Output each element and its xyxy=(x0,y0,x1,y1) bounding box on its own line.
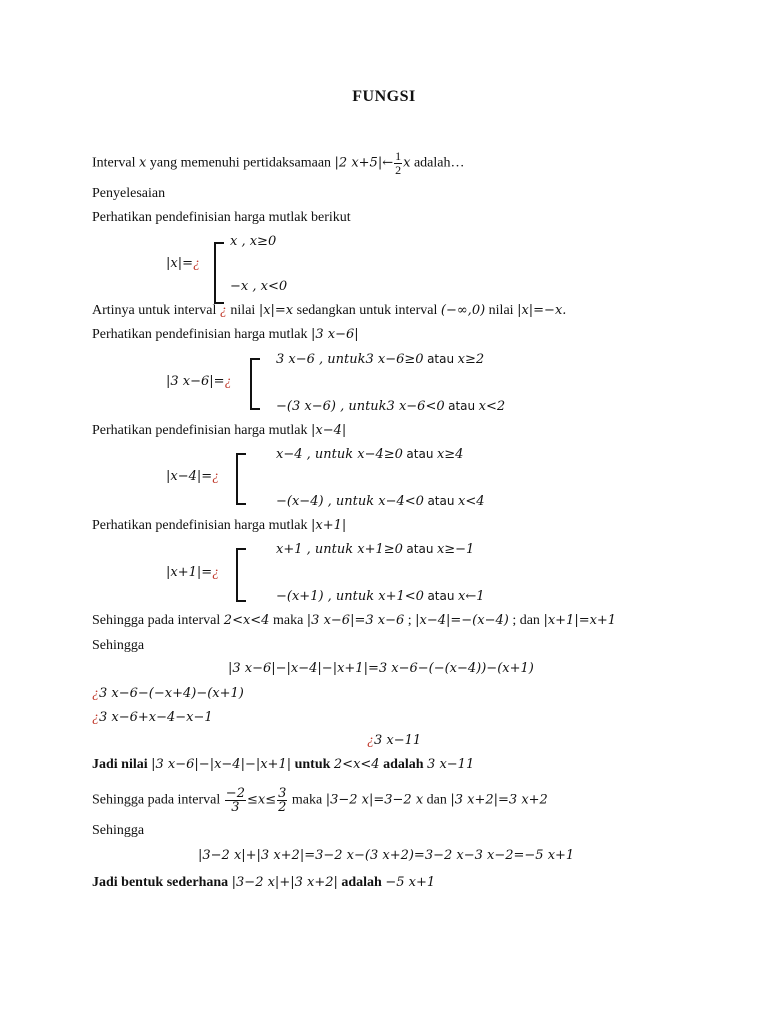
abs-x-lhs-math: |x|= xyxy=(166,256,193,271)
intro-ineq-right: x xyxy=(403,155,411,171)
conclusion-2-t2: adalah xyxy=(341,875,382,890)
intro-frac-den: 2 xyxy=(395,163,402,177)
sehingga-interval-2-line xyxy=(92,787,548,814)
conclusion-1 xyxy=(92,756,474,774)
sehingga-interval-2-t3: dan xyxy=(426,792,447,808)
sehingga-interval-t4: ; dan xyxy=(512,613,540,628)
abs-x-case2: −x , x<0 xyxy=(230,279,288,294)
conclusion-1-t2: untuk xyxy=(294,757,331,772)
equation-5: |3−2 x|+|3 x+2|=3−2 x−(3 x+2)=3−2 x−3 x−2=−5 x+1 xyxy=(198,848,575,863)
frac2-den: 2 xyxy=(278,800,287,815)
sehingga-interval-2-m2: |3 x+2|=3 x+2 xyxy=(450,792,548,808)
def-x4-heading-math: |x−4| xyxy=(311,423,347,438)
conclusion-1-m3: 3 x−11 xyxy=(427,757,475,772)
def-x4-case2 xyxy=(276,492,484,511)
penyelesaian-label: Penyelesaian xyxy=(92,186,166,201)
def-x4-heading xyxy=(92,422,346,440)
abs-x-symbol: ¿ xyxy=(192,256,200,271)
sehingga-interval-2-frac2 xyxy=(277,787,287,814)
intro-frac-num: 1 xyxy=(395,149,402,163)
conclusion-2-m2: −5 x+1 xyxy=(385,875,436,890)
sehingga-interval-t1: Sehingga pada interval xyxy=(92,613,221,628)
intro-text-middle: yang memenuhi pertidaksamaan xyxy=(149,155,332,171)
sehingga-interval-m4: |x+1|=x+1 xyxy=(543,613,617,628)
def-x1-case2-math: −(x+1) , untuk x+1<0 xyxy=(276,589,424,604)
artinya-t2: nilai xyxy=(230,303,256,318)
conclusion-2-m1: |3−2 x|+|3 x+2| xyxy=(231,875,338,890)
def-3x6-brace xyxy=(250,358,260,410)
def-3x6-heading-math: |3 x−6| xyxy=(311,327,359,342)
sehingga-interval-t2: maka xyxy=(272,613,304,628)
frac1-num: −2 xyxy=(225,786,245,801)
def-3x6-heading xyxy=(92,326,359,344)
def-x4-case1-math: x−4 , untuk x−4≥0 xyxy=(276,447,403,462)
equation-2-math: 3 x−6−(−x+4)−(x+1) xyxy=(99,686,244,701)
def-x1-case2 xyxy=(276,587,484,606)
def-x1-lhs xyxy=(166,564,219,582)
def-3x6-case2-math: −(3 x−6) , untuk3 x−6<0 xyxy=(276,399,445,414)
conclusion-1-m2: 2<x<4 xyxy=(333,757,380,772)
artinya-symbol: ¿ xyxy=(219,303,227,318)
def-x4-heading-text: Perhatikan pendefinisian harga mutlak xyxy=(92,423,308,438)
artinya-m1: |x|=x xyxy=(258,303,294,318)
def-3x6-case1-cond: x≥2 xyxy=(457,352,485,367)
intro-ineq-left: |2 x+5|← xyxy=(334,155,394,171)
def-3x6-case1-math: 3 x−6 , untuk3 x−6≥0 xyxy=(276,352,424,367)
equation-2-symbol: ¿ xyxy=(92,686,99,701)
def-x4-case2-cond: x<4 xyxy=(457,494,485,509)
def-x1-heading xyxy=(92,517,346,535)
def-x1-symbol: ¿ xyxy=(212,565,220,580)
abs-x-case1: x , x≥0 xyxy=(230,234,277,249)
sehingga-label-1: Sehingga xyxy=(92,638,145,653)
sehingga-interval-m2: |3 x−6|=3 x−6 xyxy=(306,613,405,628)
def-x1-case2-atau: atau xyxy=(427,589,455,603)
def-x4-lhs-math: |x−4|= xyxy=(166,469,213,484)
def-3x6-case1 xyxy=(276,350,484,369)
equation-4-math: 3 x−11 xyxy=(374,733,422,748)
def-3x6-lhs xyxy=(166,373,232,391)
def-3x6-symbol: ¿ xyxy=(224,374,232,389)
sehingga-interval-2-m1: |3−2 x|=3−2 x xyxy=(325,792,424,808)
equation-2 xyxy=(92,685,244,703)
def-x4-case1-cond: x≥4 xyxy=(436,447,464,462)
page-title: FUNGSI xyxy=(352,88,416,105)
sehingga-interval-2-frac1 xyxy=(225,787,246,814)
artinya-t4: nilai xyxy=(488,303,514,318)
def-x1-heading-text: Perhatikan pendefinisian harga mutlak xyxy=(92,518,308,533)
def-x1-case1-atau: atau xyxy=(406,542,434,556)
equation-4-symbol: ¿ xyxy=(367,733,374,748)
sehingga-interval-2-t2: maka xyxy=(291,792,323,808)
def-x1-heading-math: |x+1| xyxy=(311,518,347,533)
def-x1-case1 xyxy=(276,540,474,559)
conclusion-2 xyxy=(92,874,435,892)
artinya-m3: |x|=−x. xyxy=(517,303,567,318)
def-x4-symbol: ¿ xyxy=(212,469,220,484)
intro-fraction xyxy=(394,150,402,177)
intro-text-after: adalah… xyxy=(413,155,465,171)
def-x4-brace xyxy=(236,453,246,505)
def-x4-case2-atau: atau xyxy=(427,494,455,508)
equation-1: |3 x−6|−|x−4|−|x+1|=3 x−6−(−(x−4))−(x+1) xyxy=(228,661,534,676)
frac2-num: 3 xyxy=(278,786,287,801)
equation-4 xyxy=(367,732,421,750)
equation-3-math: 3 x−6+x−4−x−1 xyxy=(99,710,213,725)
abs-x-lhs xyxy=(166,255,200,273)
def-3x6-case2 xyxy=(276,397,505,416)
def-3x6-case1-atau: atau xyxy=(427,352,455,366)
equation-3 xyxy=(92,709,213,727)
sehingga-interval-2-t1: Sehingga pada interval xyxy=(92,792,221,808)
def-x1-lhs-math: |x+1|= xyxy=(166,565,213,580)
conclusion-1-t3: adalah xyxy=(383,757,424,772)
def-x1-case1-cond: x≥−1 xyxy=(436,542,475,557)
sehingga-interval-2-mid: ≤x≤ xyxy=(246,792,277,808)
def-x1-case2-cond: x←1 xyxy=(457,589,485,604)
def-x1-case1-math: x+1 , untuk x+1≥0 xyxy=(276,542,403,557)
intro-var: x xyxy=(139,155,147,171)
def-3x6-heading-text: Perhatikan pendefinisian harga mutlak xyxy=(92,327,308,342)
abs-x-brace xyxy=(214,242,224,304)
intro-text-before: Interval xyxy=(92,155,136,171)
frac1-den: 3 xyxy=(231,800,240,815)
def-3x6-case2-cond: x<2 xyxy=(478,399,506,414)
artinya-t1: Artinya untuk interval xyxy=(92,303,217,318)
def-3x6-lhs-math: |3 x−6|= xyxy=(166,374,225,389)
conclusion-2-t1: Jadi bentuk sederhana xyxy=(92,875,229,890)
artinya-m2: (−∞,0) xyxy=(440,303,486,318)
conclusion-1-t1: Jadi nilai xyxy=(92,757,148,772)
sehingga-interval-m3: |x−4|=−(x−4) xyxy=(415,613,509,628)
artinya-line xyxy=(92,302,566,320)
equation-3-symbol: ¿ xyxy=(92,710,99,725)
sehingga-interval-m1: 2<x<4 xyxy=(223,613,270,628)
def-x4-case2-math: −(x−4) , untuk x−4<0 xyxy=(276,494,424,509)
intro-question xyxy=(92,150,464,177)
def-x4-case1-atau: atau xyxy=(406,447,434,461)
def-abs-heading: Perhatikan pendefinisian harga mutlak berikut xyxy=(92,210,351,225)
artinya-t3: sedangkan untuk interval xyxy=(296,303,438,318)
def-x4-case1 xyxy=(276,445,463,464)
def-x1-brace xyxy=(236,548,246,602)
def-x4-lhs xyxy=(166,468,219,486)
conclusion-1-m1: |3 x−6|−|x−4|−|x+1| xyxy=(151,757,292,772)
def-3x6-case2-atau: atau xyxy=(448,399,476,413)
sehingga-interval-line xyxy=(92,612,616,630)
sehingga-interval-t3: ; xyxy=(407,613,412,628)
sehingga-label-2: Sehingga xyxy=(92,823,145,838)
